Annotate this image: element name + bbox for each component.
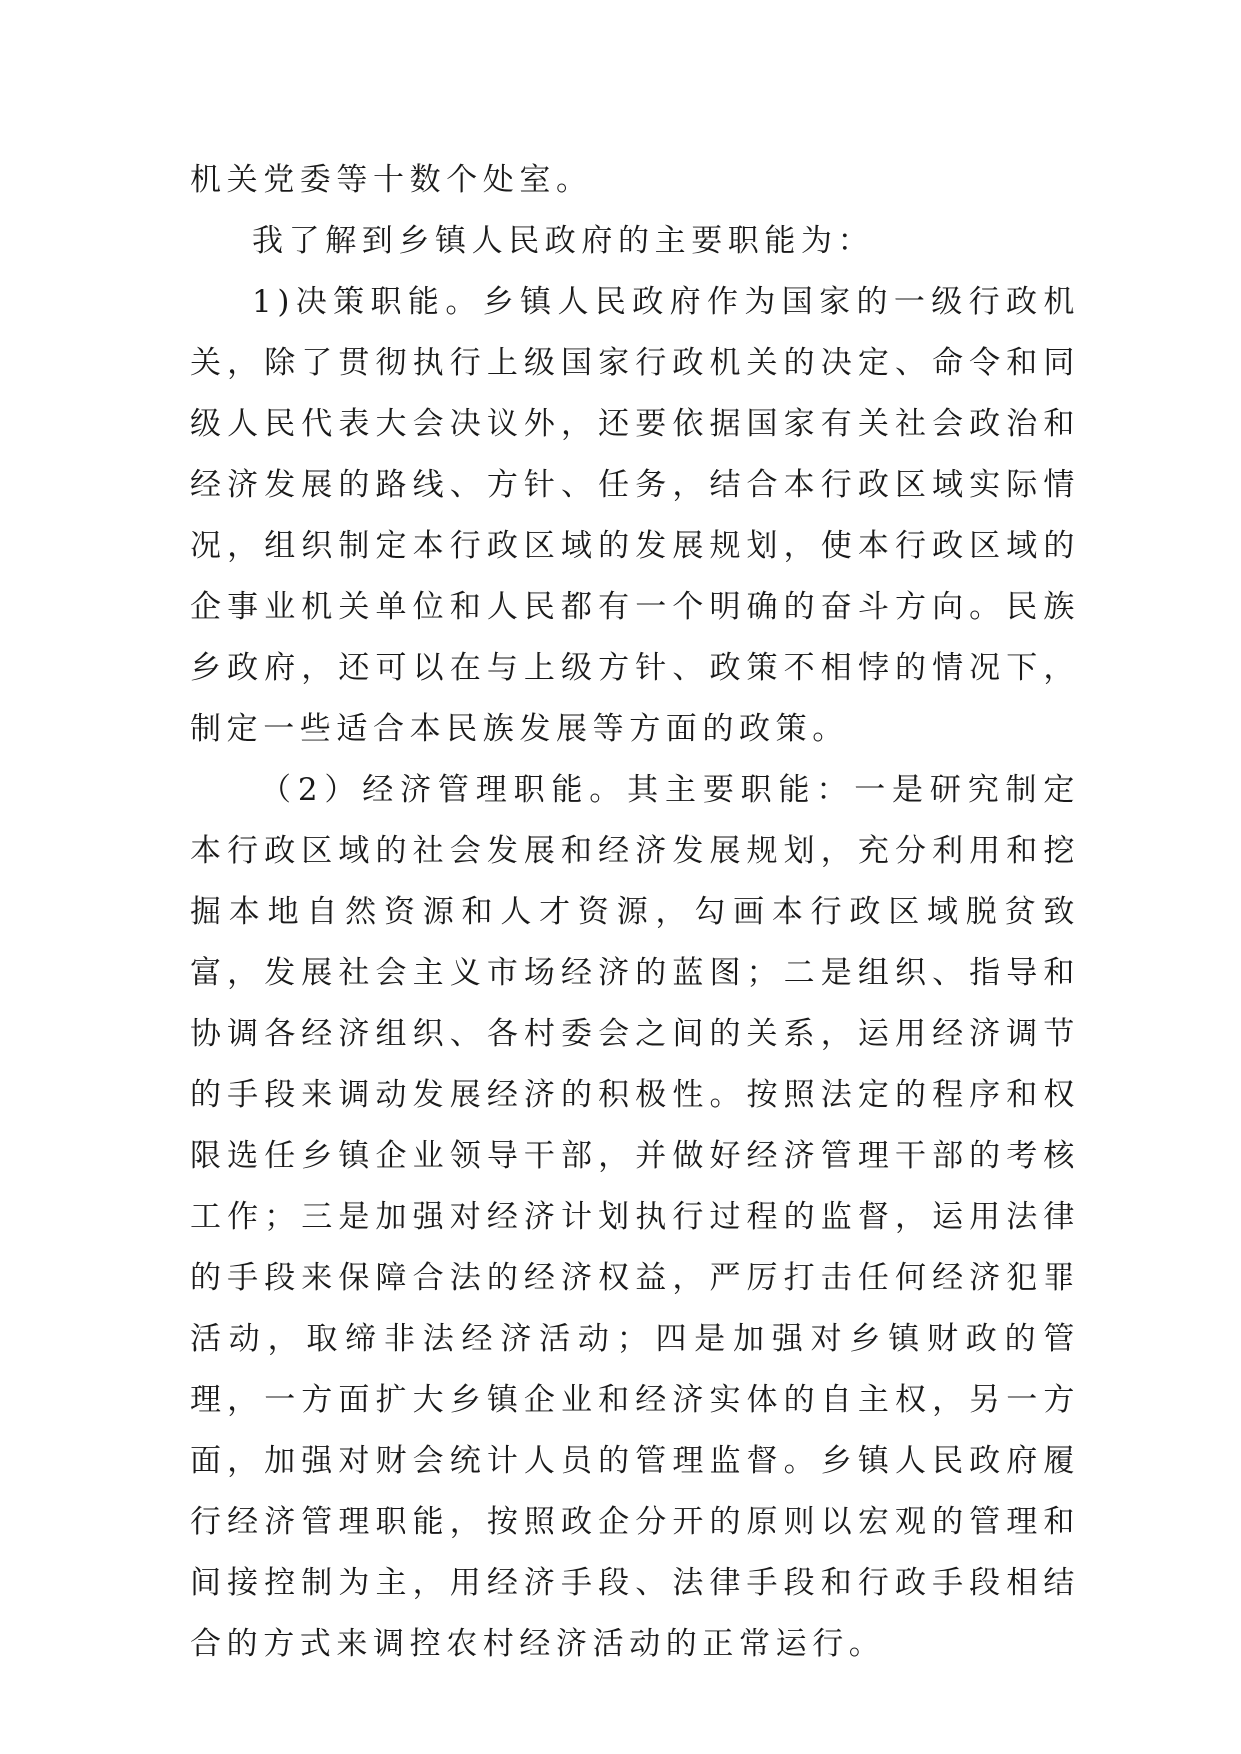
document-body	[190, 150, 1080, 1675]
paragraph-intro: 我了解到乡镇人民政府的主要职能为：	[252, 223, 875, 259]
paragraph-continuation: 机关党委等十数个处室。	[190, 162, 593, 198]
paragraph-economic-management-function: （2）经济管理职能。其主要职能：一是研究制定本行政区域的社会发展和经济发展规划，充分利用和挖掘本地自然资源和人才资源，勾画本行政区域脱贫致富，发展社会主义市场经济的蓝图；二是组织、指导和协调各经济组织、各村委会之间的关系，运用经济调节的手段来调动发展经济的积极性。按照法定的程序和权限选任乡镇企业领导干部，并做好经济管理干部的考核工作；三是加强对经济计划执行过程的监督，运用法律的手段来保障合法的经济权益，严厉打击任何经济犯罪活动，取缔非法经济活动；四是加强对乡镇财政的管理，一方面扩大乡镇企业和经济实体的自主权，另一方面，加强对财会统计人员的管理监督。乡镇人民政府履行经济管理职能，按照政企分开的原则以宏观的管理和间接控制为主，用经济手段、法律手段和行政手段相结合的方式来调控农村经济活动的正常运行。	[190, 772, 1080, 1662]
paragraph-decision-function: 1)决策职能。乡镇人民政府作为国家的一级行政机关，除了贯彻执行上级国家行政机关的决定、命令和同级人民代表大会决议外，还要依据国家有关社会政治和经济发展的路线、方针、任务，结合本行政区域实际情况，组织制定本行政区域的发展规划，使本行政区域的企事业机关单位和人民都有一个明确的奋斗方向。民族乡政府，还可以在与上级方针、政策不相悖的情况下，制定一些适合本民族发展等方面的政策。	[190, 284, 1080, 747]
